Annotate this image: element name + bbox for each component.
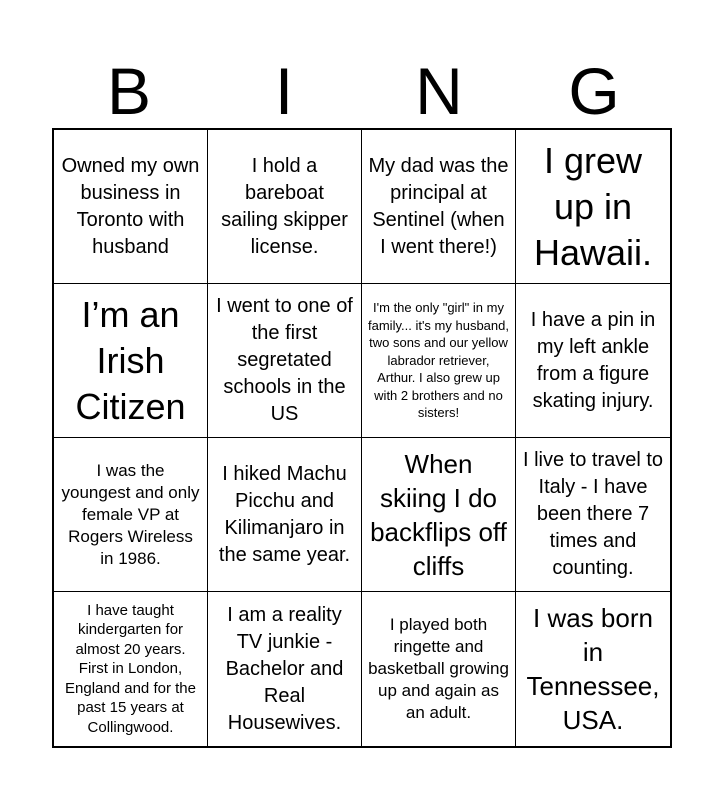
bingo-cell-text: I have a pin in my left ankle from a figure skating injury. [530, 308, 656, 412]
bingo-cell-text: I was born in Tennessee, USA. [526, 603, 660, 735]
bingo-cell-text: I live to travel to Italy - I have been there 7 times and counting. [522, 449, 664, 579]
bingo-cell[interactable] [208, 284, 362, 438]
bingo-cell[interactable] [362, 130, 516, 284]
bingo-cell[interactable] [516, 438, 670, 592]
bingo-cell-text: I hold a bareboat sailing skipper license. [221, 154, 348, 258]
bingo-cell-text: I played both ringette and basketball growing up and again as an adult. [368, 615, 509, 722]
bingo-cell[interactable] [54, 438, 208, 592]
bingo-cell-text: I hiked Machu Picchu and Kilimanjaro in the same year. [218, 462, 351, 566]
bingo-cell-text: I was the youngest and only female VP at Rogers Wireless in 1986. [61, 460, 200, 568]
bingo-cell-text: I’m an Irish Citizen [75, 293, 186, 427]
bingo-cell-text: Owned my own business in Toronto with husband [61, 154, 200, 258]
bingo-cell[interactable] [208, 592, 362, 746]
title-letter-b: B [106, 54, 152, 128]
bingo-cell-text: My dad was the principal at Sentinel (when I went there!) [368, 154, 509, 258]
bingo-cell-text: I have taught kindergarten for almost 20 years. First in London, England and for the past 15 years at Collingwood. [65, 601, 196, 736]
title-letter-n: N [415, 54, 463, 128]
bingo-cell[interactable] [54, 130, 208, 284]
bingo-cell[interactable] [516, 592, 670, 746]
bingo-cell[interactable] [516, 130, 670, 284]
bingo-title [52, 50, 672, 128]
bingo-cell-text: I went to one of the first segretated schools in the US [216, 295, 353, 425]
bingo-cell[interactable] [362, 438, 516, 592]
bingo-cell[interactable] [54, 592, 208, 746]
bingo-cell-text: I grew up in Hawaii. [533, 139, 653, 273]
title-letter-g: G [568, 54, 620, 128]
bingo-cell-text: When skiing I do backflips off cliffs [370, 448, 507, 581]
bingo-cell[interactable] [362, 284, 516, 438]
bingo-cell[interactable] [362, 592, 516, 746]
bingo-cell[interactable] [208, 130, 362, 284]
bingo-cell-text: I'm the only "girl" in my family... it's my husband, two sons and our yellow labrador retriever, Arthur. I also grew up with 2 brothers and no sisters! [368, 300, 509, 421]
title-letter-i: I [274, 54, 294, 128]
bingo-cell[interactable] [208, 438, 362, 592]
bingo-cell-text: I am a reality TV junkie - Bachelor and Real Housewives. [225, 603, 344, 734]
bingo-cell[interactable] [516, 284, 670, 438]
bingo-card-grid [52, 128, 672, 748]
bingo-cell[interactable] [54, 284, 208, 438]
